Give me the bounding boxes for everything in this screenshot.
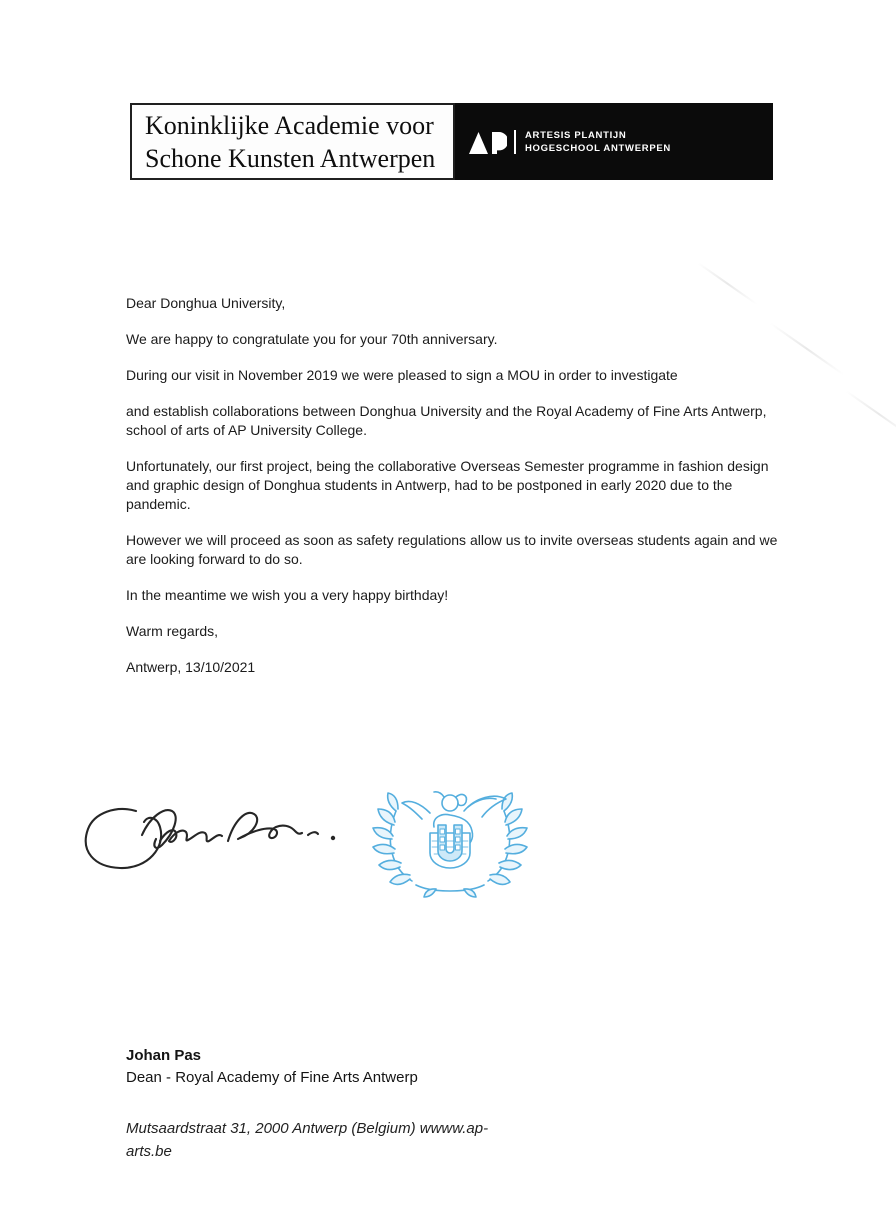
signature-icon — [76, 775, 348, 899]
paragraph-line: During our visit in November 2019 we were pleased to sign a MOU in order to investigate — [126, 367, 678, 383]
signer-name: Johan Pas — [126, 1047, 202, 1064]
paragraph-line: However we will proceed as soon as safety regulations allow us to invite overseas students again and we — [126, 532, 778, 548]
signer-title: Dean - Royal Academy of Fine Arts Antwerp — [126, 1069, 418, 1086]
letter-body — [126, 277, 784, 694]
academy-name-line2: Schone Kunsten Antwerpen — [145, 144, 436, 173]
ap-monogram-icon — [469, 129, 507, 155]
paragraph-line: and establish collaborations between Donghua University and the Royal Academy of Fine Arts Antwerp, — [126, 403, 767, 419]
dateline: Antwerp, 13/10/2021 — [126, 659, 256, 675]
paragraph-line: school of arts of AP University College. — [126, 422, 367, 438]
signoff-block — [126, 1045, 418, 1089]
paragraph-line: pandemic. — [126, 496, 191, 512]
closing-line: Warm regards, — [126, 623, 219, 639]
paragraph-line: In the meantime we wish you a very happy birthday! — [126, 587, 449, 603]
logo-divider — [514, 130, 516, 154]
ap-org-name — [525, 128, 671, 155]
ap-org-line2: HOGESCHOOL ANTWERPEN — [525, 143, 671, 154]
paragraph-line: Unfortunately, our first project, being the collaborative Overseas Semester programme in fashion design — [126, 458, 769, 474]
scan-crease — [845, 390, 896, 438]
footer-line1: Mutsaardstraat 31, 2000 Antwerp (Belgium) wwww.ap- — [126, 1120, 489, 1137]
paragraph-line: are looking forward to do so. — [126, 551, 303, 567]
ap-logo-bar — [455, 103, 773, 180]
ap-org-line1: ARTESIS PLANTIJN — [525, 130, 627, 141]
letterhead — [130, 103, 773, 180]
salutation-line: Dear Donghua University, — [126, 295, 286, 311]
academy-name-box — [130, 103, 455, 180]
paragraph-line: We are happy to congratulate you for your 70th anniversary. — [126, 331, 498, 347]
footer-line2: arts.be — [126, 1142, 172, 1160]
academy-name-line1: Koninklijke Academie voor — [145, 111, 434, 140]
footer-address — [126, 1118, 488, 1163]
paragraph-line: and graphic design of Donghua students in Antwerp, had to be postponed in early 2020 due to the — [126, 477, 733, 493]
academy-crest-icon — [372, 777, 528, 899]
